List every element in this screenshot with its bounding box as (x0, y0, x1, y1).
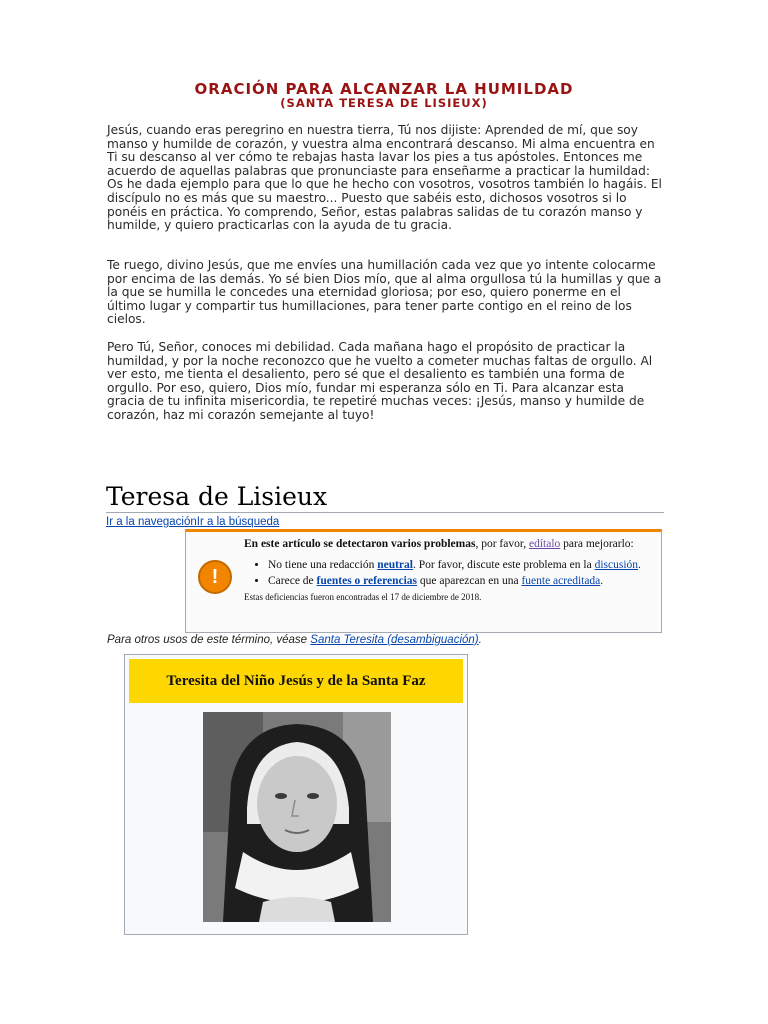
skip-to-navigation-link[interactable]: Ir a la navegación (106, 516, 197, 528)
issues-notice-box (185, 529, 662, 633)
issue-text: . (600, 575, 604, 587)
discussion-link[interactable]: discusión (594, 559, 639, 571)
portrait-illustration (203, 712, 391, 922)
notice-footer: Estas deficiencias fueron encontradas el 17 de diciembre de 2018. (244, 592, 482, 602)
disambiguation-note (107, 634, 482, 646)
disambig-text: Para otros usos de este término, véase (107, 634, 311, 646)
notice-text (244, 538, 654, 604)
issue-sources (268, 575, 654, 588)
prayer-paragraph-2: Te ruego, divino Jesús, que me envíes una humillación cada vez que yo intente colocarme por encima de las demás. Yo sé bien Dios mío, que al alma orgullosa tú la humillas y que a la que se humilla le concedes una eternidad gloriosa; por eso, quiero ponerme en el último lugar y compartir tus humillaciones, para tener parte contigo en el reino de los cielos. (107, 258, 662, 327)
issue-text: Carece de (268, 575, 317, 587)
issue-text: . Por favor, discute este problema en la (412, 559, 595, 571)
edit-link[interactable]: edítalo (528, 538, 561, 550)
issues-list (244, 559, 654, 588)
notice-lead: En este artículo se detectaron varios problemas (244, 538, 476, 550)
notice-lead-rest: , por favor, (475, 538, 529, 550)
issue-neutrality (268, 559, 654, 572)
title-divider (106, 512, 664, 513)
neutral-link[interactable]: neutral (377, 559, 413, 571)
article-title: Teresa de Lisieux (106, 482, 328, 511)
infobox (124, 654, 468, 935)
portrait-photo (203, 712, 391, 922)
notice-lead-tail: para mejorarlo: (560, 538, 634, 550)
infobox-title: Teresita del Niño Jesús y de la Santa Faz (129, 659, 463, 703)
skip-to-search-link[interactable]: Ir a la búsqueda (196, 516, 280, 528)
prayer-paragraph-3: Pero Tú, Señor, conoces mi debilidad. Cada mañana hago el propósito de practicar la humildad, y por la noche reconozco que he vuelto a cometer muchas faltas de orgullo. Al ver esto, me tienta el desaliento, pero sé que el desaliento es también una forma de orgullo. Por eso, quiero, Dios mío, fundar mi esperanza sólo en Ti. Para alcanzar esta gracia de tu infinita misericordia, te repetiré muchas veces: ¡Jesús, manso y humilde de corazón, haz mi corazón semejante al tuyo! (107, 340, 653, 422)
reliable-source-link[interactable]: fuente acreditada (521, 575, 601, 587)
warning-icon: ! (198, 560, 232, 594)
prayer-subtitle: (SANTA TERESA DE LISIEUX) (280, 96, 488, 110)
disambiguation-link[interactable]: Santa Teresita (desambiguación) (310, 634, 479, 646)
prayer-paragraph-1: Jesús, cuando eras peregrino en nuestra tierra, Tú nos dijiste: Aprended de mí, que soy manso y humilde de corazón, y vuestra alma encontrará descanso. Mi alma encuentra en Ti su descanso al ver cómo te rebajas hasta lavar los pies a tus apóstoles. Entonces me acuerdo de aquellas palabras que pronunciaste para enseñarme a practicar la humildad: Os he dada ejemplo para que lo que he hecho con vosotros, vosotros también lo hagáis. El discípulo no es más que su maestro... Puesto que sabéis esto, dichosos vosotros si lo ponéis en práctica. Yo comprendo, Señor, estas palabras salidas de tu corazón manso y humilde, y quiero practicarlas con la ayuda de tu gracia. (107, 123, 662, 233)
issue-text: que aparezcan en una (417, 575, 522, 587)
disambig-text: . (478, 634, 482, 646)
issue-text: . (638, 559, 641, 571)
sources-link[interactable]: fuentes o referencias (316, 575, 418, 587)
skip-links (106, 516, 279, 528)
issue-text: No tiene una redacción (268, 559, 378, 571)
prayer-title: ORACIÓN PARA ALCANZAR LA HUMILDAD (194, 80, 574, 98)
